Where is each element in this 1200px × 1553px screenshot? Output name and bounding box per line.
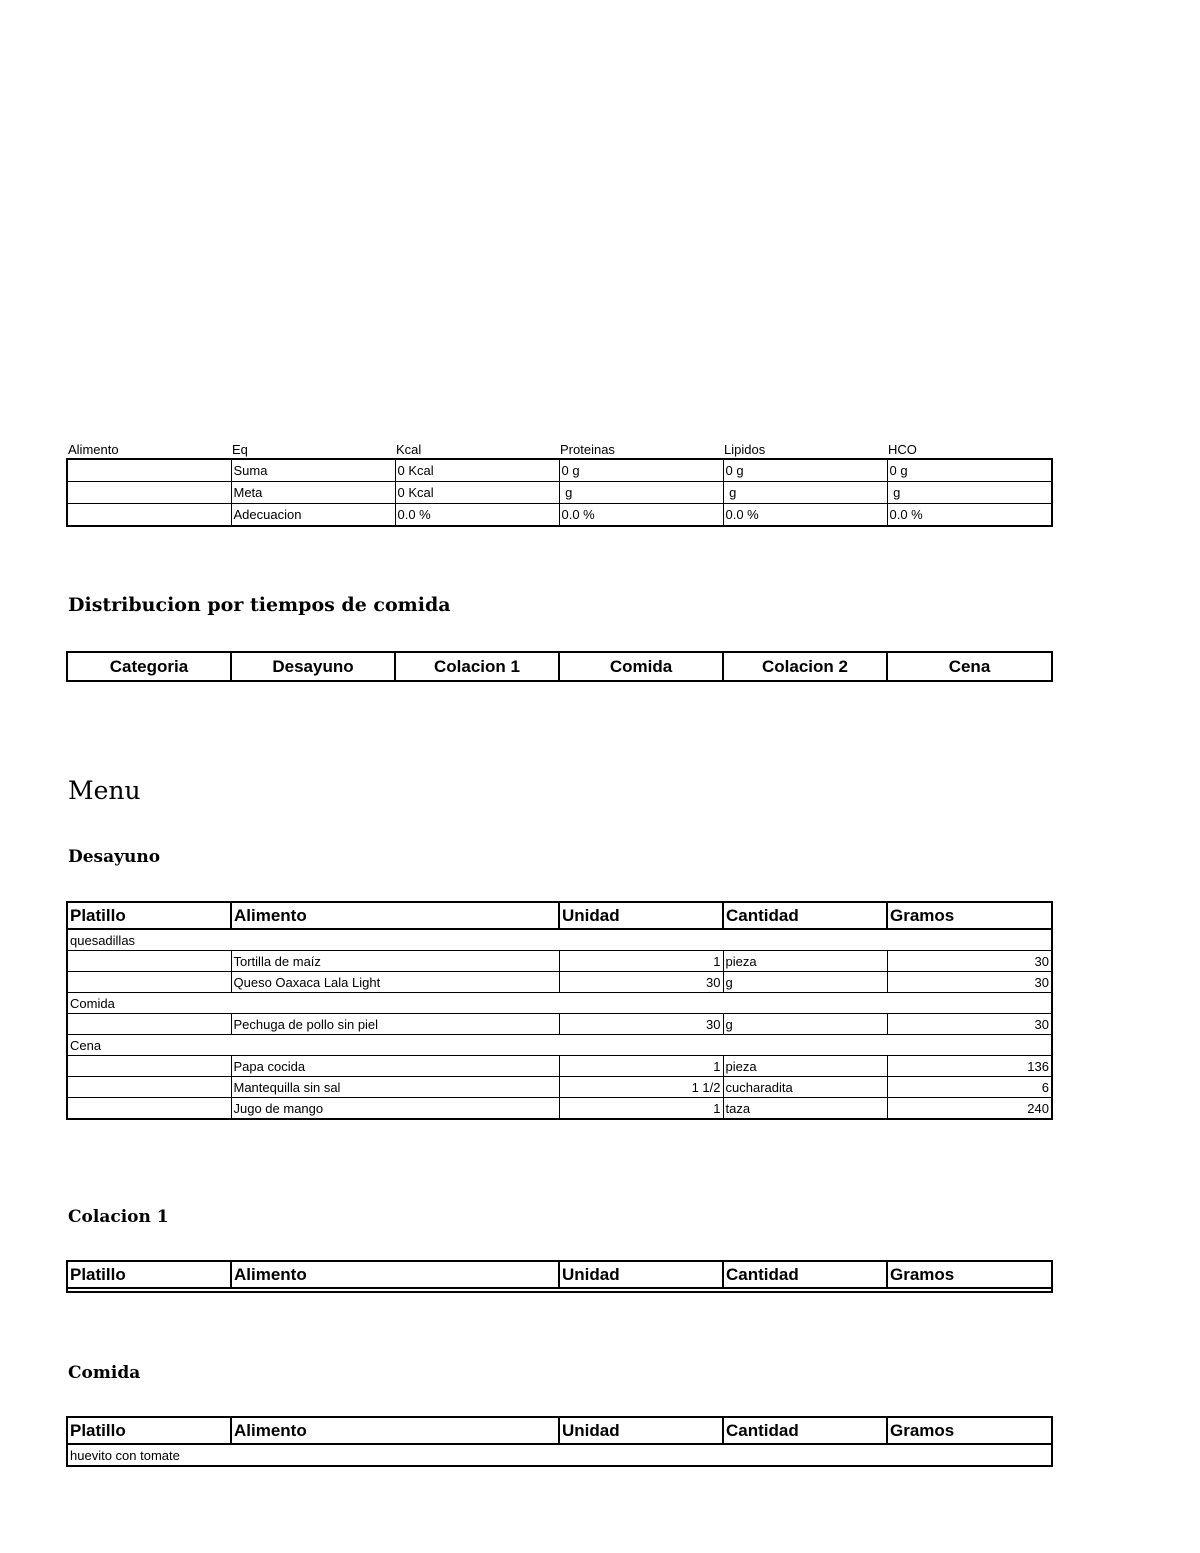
col-unidad: Unidad <box>559 1261 723 1288</box>
summary-cell: 0 g <box>723 459 887 482</box>
summary-cell: 0.0 % <box>395 504 559 527</box>
summary-row-meta <box>67 482 1052 504</box>
cell-platillo <box>67 1014 231 1035</box>
dist-col-categoria: Categoria <box>67 652 231 681</box>
cell-platillo <box>67 1098 231 1120</box>
summary-cell: g <box>887 482 1052 504</box>
col-alimento: Alimento <box>231 1261 559 1288</box>
summary-cell <box>67 482 231 504</box>
dist-col-colacion1: Colacion 1 <box>395 652 559 681</box>
summary-table <box>66 458 1053 527</box>
table-row <box>67 1014 1052 1035</box>
col-cantidad: Cantidad <box>723 1417 887 1444</box>
summary-cell: 0.0 % <box>723 504 887 527</box>
summary-col-proteinas: Proteinas <box>560 441 615 457</box>
cell-platillo <box>67 951 231 972</box>
cell-unidad: pieza <box>723 1056 887 1077</box>
cell-alimento: Mantequilla sin sal <box>231 1077 559 1098</box>
colacion1-title: Colacion 1 <box>68 1207 169 1227</box>
summary-row-adecuacion <box>67 504 1052 527</box>
summary-cell <box>67 504 231 527</box>
dish-row <box>67 1444 1052 1466</box>
summary-col-eq: Eq <box>232 441 248 457</box>
table-header-row <box>67 902 1052 929</box>
summary-cell: 0.0 % <box>887 504 1052 527</box>
cell-cantidad: 1 <box>559 1098 723 1120</box>
cell-cantidad: 1 <box>559 1056 723 1077</box>
cell-alimento: Queso Oaxaca Lala Light <box>231 972 559 993</box>
col-gramos: Gramos <box>887 902 1052 929</box>
summary-cell: 0 Kcal <box>395 459 559 482</box>
cell-unidad: taza <box>723 1098 887 1120</box>
summary-cell: 0.0 % <box>559 504 723 527</box>
cell-cantidad: 30 <box>559 1014 723 1035</box>
table-row <box>67 951 1052 972</box>
table-header-row <box>67 1417 1052 1444</box>
dist-col-desayuno: Desayuno <box>231 652 395 681</box>
empty-cell <box>67 1288 1052 1292</box>
cell-alimento: Jugo de mango <box>231 1098 559 1120</box>
dish-name: huevito con tomate <box>67 1444 1052 1466</box>
dish-row <box>67 929 1052 951</box>
cell-alimento: Tortilla de maíz <box>231 951 559 972</box>
dish-name: quesadillas <box>67 929 1052 951</box>
dist-col-cena: Cena <box>887 652 1052 681</box>
table-row <box>67 1056 1052 1077</box>
summary-cell: g <box>559 482 723 504</box>
dish-name: Comida <box>67 993 1052 1014</box>
col-alimento: Alimento <box>231 902 559 929</box>
col-cantidad: Cantidad <box>723 902 887 929</box>
cell-gramos: 30 <box>887 1014 1052 1035</box>
col-unidad: Unidad <box>559 902 723 929</box>
col-gramos: Gramos <box>887 1417 1052 1444</box>
summary-cell: g <box>723 482 887 504</box>
empty-row <box>67 1288 1052 1292</box>
cell-gramos: 240 <box>887 1098 1052 1120</box>
summary-row-suma <box>67 459 1052 482</box>
table-header-row <box>67 1261 1052 1288</box>
table-row <box>67 1077 1052 1098</box>
col-platillo: Platillo <box>67 902 231 929</box>
cell-cantidad: 1 1/2 <box>559 1077 723 1098</box>
cell-platillo <box>67 972 231 993</box>
summary-cell: Meta <box>231 482 395 504</box>
dish-row <box>67 993 1052 1014</box>
desayuno-table <box>66 901 1053 1120</box>
summary-col-lipidos: Lipidos <box>724 441 766 457</box>
cell-unidad: cucharadita <box>723 1077 887 1098</box>
summary-header-row <box>66 440 1051 458</box>
cell-platillo <box>67 1077 231 1098</box>
cell-platillo <box>67 1056 231 1077</box>
summary-cell: 0 Kcal <box>395 482 559 504</box>
cell-gramos: 30 <box>887 972 1052 993</box>
summary-cell: Suma <box>231 459 395 482</box>
cell-cantidad: 1 <box>559 951 723 972</box>
col-alimento: Alimento <box>231 1417 559 1444</box>
dish-row <box>67 1035 1052 1056</box>
col-platillo: Platillo <box>67 1261 231 1288</box>
desayuno-title: Desayuno <box>68 847 161 867</box>
summary-cell: 0 g <box>559 459 723 482</box>
col-unidad: Unidad <box>559 1417 723 1444</box>
cell-gramos: 30 <box>887 951 1052 972</box>
dish-name: Cena <box>67 1035 1052 1056</box>
dist-col-colacion2: Colacion 2 <box>723 652 887 681</box>
cell-unidad: pieza <box>723 951 887 972</box>
summary-cell <box>67 459 231 482</box>
comida-table <box>66 1416 1053 1467</box>
colacion1-table <box>66 1260 1053 1293</box>
cell-gramos: 136 <box>887 1056 1052 1077</box>
col-gramos: Gramos <box>887 1261 1052 1288</box>
summary-col-alimento: Alimento <box>68 441 119 457</box>
cell-unidad: g <box>723 1014 887 1035</box>
dist-col-comida: Comida <box>559 652 723 681</box>
cell-alimento: Pechuga de pollo sin piel <box>231 1014 559 1035</box>
cell-alimento: Papa cocida <box>231 1056 559 1077</box>
summary-cell: Adecuacion <box>231 504 395 527</box>
table-row <box>67 1098 1052 1120</box>
summary-col-hco: HCO <box>888 441 917 457</box>
cell-gramos: 6 <box>887 1077 1052 1098</box>
summary-col-kcal: Kcal <box>396 441 422 457</box>
cell-cantidad: 30 <box>559 972 723 993</box>
cell-unidad: g <box>723 972 887 993</box>
distribution-table <box>66 651 1053 682</box>
distribution-title: Distribucion por tiempos de comida <box>68 594 451 616</box>
comida-title: Comida <box>68 1363 141 1383</box>
col-cantidad: Cantidad <box>723 1261 887 1288</box>
menu-title: Menu <box>68 776 141 805</box>
col-platillo: Platillo <box>67 1417 231 1444</box>
table-row <box>67 972 1052 993</box>
summary-cell: 0 g <box>887 459 1052 482</box>
